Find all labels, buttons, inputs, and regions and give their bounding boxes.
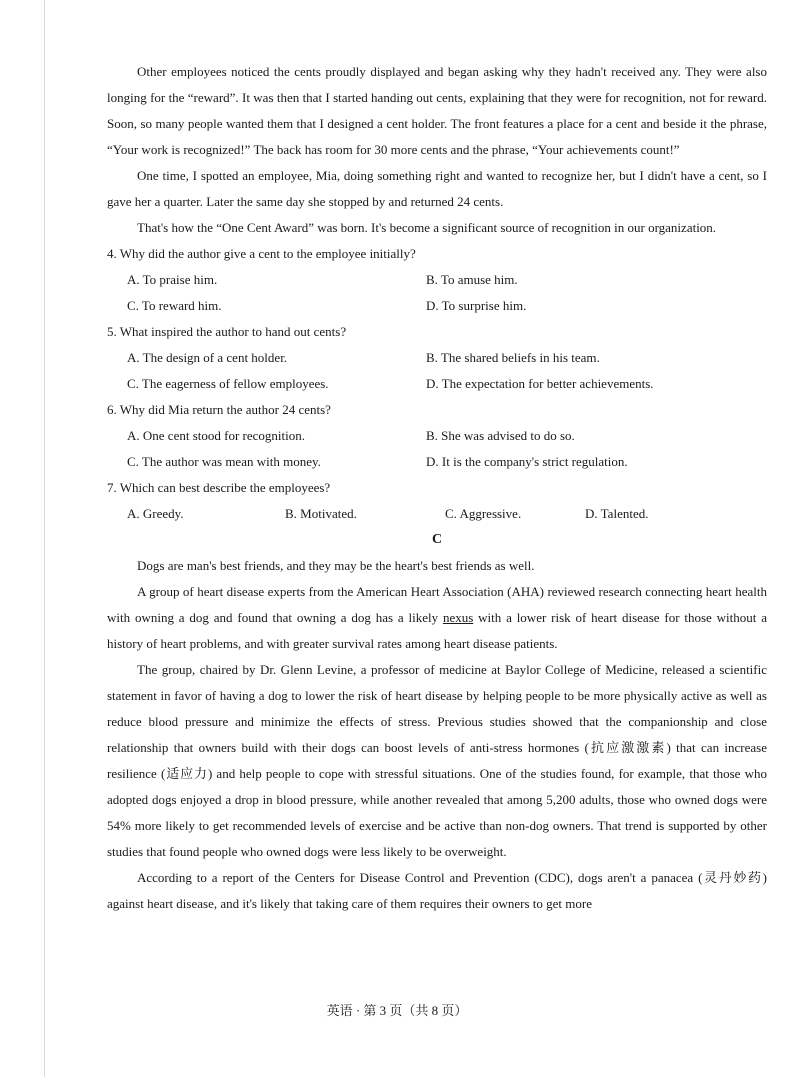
options-row (107, 293, 767, 319)
option-a: A. The design of a cent holder. (127, 350, 288, 365)
passage-b-paragraph-2: One time, I spotted an employee, Mia, doing something right and wanted to recognize her, but I didn't have a cent, so I gave her a quarter. Later the same day she stopped by and returned 24 cents. (107, 168, 767, 209)
section-c-heading: C (431, 532, 443, 547)
options-row (107, 371, 767, 397)
options-row (107, 267, 767, 293)
option-d: D. Talented. (585, 506, 649, 521)
page-footer: 英语 · 第 3 页（共 8 页） (326, 1003, 468, 1018)
passage-c-paragraph-2 (107, 579, 767, 657)
option-c: C. The author was mean with money. (127, 454, 321, 469)
options-row (107, 449, 767, 475)
option-c: C. To reward him. (127, 298, 222, 313)
question-7 (107, 475, 767, 527)
page-content (107, 59, 767, 917)
option-a: A. One cent stood for recognition. (127, 428, 305, 443)
options-row (107, 345, 767, 371)
underlined-word: nexus (442, 610, 474, 625)
option-a: A. To praise him. (127, 272, 218, 287)
passage-c-paragraph-3: The group, chaired by Dr. Glenn Levine, a professor of medicine at Baylor College of Medicine, released a scientific statement in favor of having a dog to lower the risk of heart disease by helping people to be more physically active as well as reduce blood pressure and minimize the effects of stress. Previous studies showed that the companionship and close relationship that owners build with their dogs can boost levels of anti-stress hormones (抗应激激素) that can increase resilience (适应力) and help people to cope with stressful situations. One of the studies found, for example, that those who adopted dogs enjoyed a drop in blood pressure, while another revealed that among 5,200 adults, those who owned dogs were 54% more likely to get recommended levels of exercise and be active than non-dog owners. That trend is supported by other studies that found people who owned dogs were less likely to be overweight. (107, 662, 767, 859)
question-stem: 5. What inspired the author to hand out cents? (107, 324, 347, 339)
scan-edge-line (44, 0, 45, 1077)
passage-b-paragraph-3: That's how the “One Cent Award” was born. It's become a significant source of recognition in our organization. (137, 220, 717, 235)
option-d: D. The expectation for better achievements. (426, 376, 654, 391)
option-b: B. Motivated. (285, 506, 357, 521)
question-5 (107, 319, 767, 397)
option-c: C. The eagerness of fellow employees. (127, 376, 329, 391)
option-d: D. It is the company's strict regulation. (426, 454, 628, 469)
options-row (107, 423, 767, 449)
passage-b-paragraph-1: Other employees noticed the cents proudly displayed and began asking why they hadn't received any. They were also longing for the “reward”. It was then that I started handing out cents, explaining that they were for recognition, not for reward. Soon, so many people wanted them that I designed a cent holder. The front features a place for a cent and beside it the phrase, “Your work is recognized!” The back has room for 30 more cents and the phrase, “Your achievements count!” (107, 64, 767, 157)
option-d: D. To surprise him. (426, 298, 527, 313)
question-6 (107, 397, 767, 475)
options-row (107, 501, 767, 527)
question-stem: 4. Why did the author give a cent to the employee initially? (107, 246, 416, 261)
option-a: A. Greedy. (127, 506, 184, 521)
text-segment: A group of heart disease experts from the American Heart Association (AHA) reviewed research connecting heart health with owning a dog and found that owning a dog has a likely (107, 584, 767, 625)
question-stem: 6. Why did Mia return the author 24 cents? (107, 402, 331, 417)
option-b: B. To amuse him. (426, 272, 518, 287)
option-c: C. Aggressive. (445, 506, 522, 521)
passage-c-paragraph-4: According to a report of the Centers for Disease Control and Prevention (CDC), dogs aren't a panacea (灵丹妙药) against heart disease, and it's likely that taking care of them requires their owners to get more (107, 870, 767, 911)
option-b: B. The shared beliefs in his team. (426, 350, 600, 365)
text-segment: with a lower risk of heart disease for those without a history of heart problems, and with greater survival rates among heart disease patients. (107, 610, 767, 651)
question-4 (107, 241, 767, 319)
passage-c-paragraph-1: Dogs are man's best friends, and they may be the heart's best friends as well. (137, 558, 535, 573)
question-stem: 7. Which can best describe the employees? (107, 480, 331, 495)
option-b: B. She was advised to do so. (426, 428, 575, 443)
